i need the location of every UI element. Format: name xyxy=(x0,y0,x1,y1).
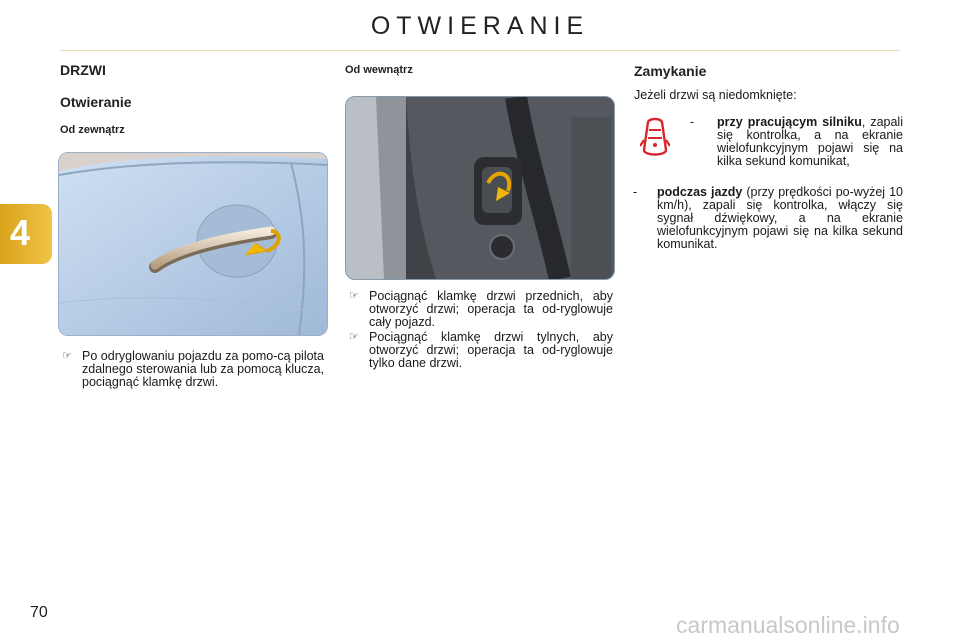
closing-item2-bold: podczas jazdy xyxy=(657,185,743,199)
subsection-heading-otwieranie: Otwieranie xyxy=(60,94,132,110)
header-divider xyxy=(60,50,900,51)
closing-item-driving xyxy=(633,185,903,251)
subheading-outside: Od zewnątrz xyxy=(60,124,125,136)
closing-item2-text: (przy prędkości po-wyżej 10 km/h), zapali się kontrolka, włączy się sygnał dźwiękowy, a na ekranie wielofunkcyjnym pojawi się na kilka sekund komunikat. xyxy=(657,185,903,251)
bullet-pointer-icon: ☞ xyxy=(62,350,72,362)
inside-front-bullet xyxy=(349,289,613,329)
section-heading-zamykanie: Zamykanie xyxy=(634,63,707,79)
bullet-pointer-icon: ☞ xyxy=(349,290,359,302)
dash: - xyxy=(690,115,695,129)
subheading-inside: Od wewnątrz xyxy=(345,64,413,76)
inside-door-handle-photo xyxy=(345,96,615,280)
chapter-tab xyxy=(0,204,52,264)
closing-item-engine-running xyxy=(690,115,903,168)
inside-front-text: Pociągnąć klamkę drzwi przednich, aby otworzyć drzwi; operacja ta od-ryglowuje cały pojazd. xyxy=(369,289,613,329)
inside-rear-bullet xyxy=(349,330,613,370)
page-number: 70 xyxy=(30,604,48,621)
outside-open-bullet xyxy=(62,349,324,389)
section-heading-drzwi: DRZWI xyxy=(60,62,106,78)
chapter-number: 4 xyxy=(10,212,31,253)
closing-item1-bold: przy pracującym silniku xyxy=(717,115,862,129)
closing-item1-text: , zapali się kontrolka, a na ekranie wielofunkcyjnym pojawi się na kilka sekund komunikat, xyxy=(717,115,903,168)
closing-intro: Jeżeli drzwi są niedomknięte: xyxy=(634,88,797,102)
bullet-pointer-icon: ☞ xyxy=(349,331,359,343)
dash: - xyxy=(633,185,638,199)
outside-open-text: Po odryglowaniu pojazdu za pomo-cą pilota zdalnego sterowania lub za pomocą klucza, pociągnąć klamkę drzwi. xyxy=(82,349,324,389)
inside-rear-text: Pociągnąć klamkę drzwi tylnych, aby otworzyć drzwi; operacja ta od-ryglowuje tylko dane drzwi. xyxy=(369,330,613,370)
watermark: carmanualsonline.info xyxy=(676,612,900,638)
door-open-warning-icon xyxy=(640,116,670,160)
outside-door-handle-photo xyxy=(58,152,328,336)
page-title: OTWIERANIE xyxy=(370,12,590,40)
